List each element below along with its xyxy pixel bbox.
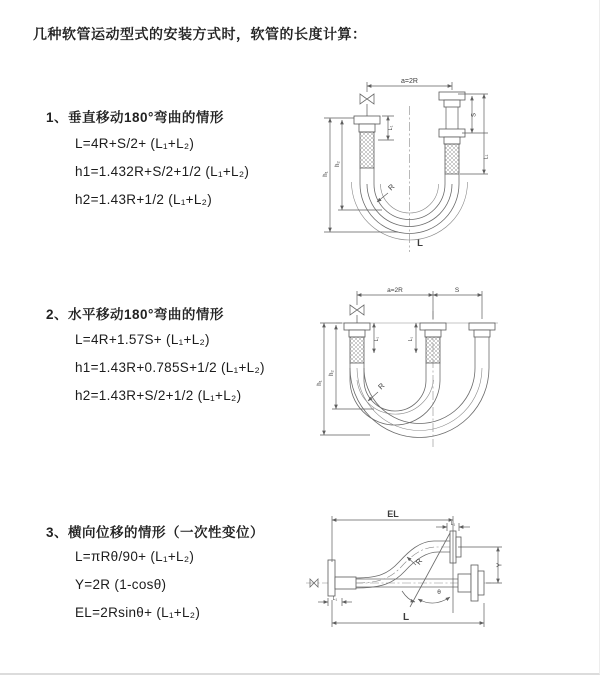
right-flange-neck-top [444, 100, 460, 107]
left-flange-plate [344, 323, 370, 330]
valve-icon [350, 305, 364, 315]
dim-label-l1-left: L₁ [332, 596, 338, 602]
dim-label-l1-a: L₁ [374, 336, 380, 342]
middle-flange-neck [425, 330, 441, 337]
middle-braided-section [426, 337, 440, 363]
radius-label: R [413, 556, 425, 567]
valve-icon [360, 94, 374, 104]
radius-label: R [376, 381, 387, 392]
hose2-arc-inner [364, 368, 475, 424]
diagram-vertical-180-bend [310, 72, 566, 258]
dim-label-h2: h₂ [329, 370, 335, 376]
section-2-formula-L: L=4R+1.57S+ (L₁+L₂) [75, 332, 210, 347]
dim-label-s: S [454, 287, 460, 294]
angle-arc [418, 597, 450, 603]
dim-label-l1-right: L₁ [483, 154, 490, 160]
right-flange-plate [471, 565, 478, 601]
section-1-formula-L: L=4R+S/2+ (L₁+L₂) [75, 136, 195, 151]
right-flange-outer [478, 571, 484, 595]
dim-ext-left [320, 323, 374, 435]
right-flange-neck-low [444, 137, 460, 144]
section-3-formula-L: L=πRθ/90+ (L₁+L₂) [75, 549, 195, 564]
diagram-lateral-displacement [298, 505, 598, 650]
dim-label-span: a=2R [401, 78, 418, 85]
radius-label: R [386, 182, 397, 193]
dim-label-h1: h₁ [317, 380, 323, 386]
left-flange-plate [328, 560, 335, 596]
page-title: 几种软管运动型式的安装方式时，软管的长度计算： [33, 26, 367, 42]
left-hose-walls [360, 168, 374, 184]
dim-label-h1: h₁ [323, 171, 329, 177]
left-pipe-stub [335, 577, 356, 589]
section-2-formula-h2: h2=1.43R+S/2+1/2 (L₁+L₂) [75, 388, 242, 403]
dim-label-l1-b: L₁ [408, 336, 414, 342]
section-1-formula-h2: h2=1.43R+1/2 (L₁+L₂) [75, 192, 213, 207]
dim-label-l1-top: L₁ [450, 521, 456, 527]
right-braided-section [445, 144, 459, 174]
section-1-formula-h1: h1=1.432R+S/2+1/2 (L₁+L₂) [75, 164, 250, 179]
angle-arc-small [402, 591, 415, 602]
dim-label-h2: h₂ [335, 161, 341, 167]
hose2-arc-outer [350, 368, 489, 438]
dim-label-el: EL [387, 509, 399, 519]
angle-label: θ [437, 589, 441, 596]
dim-ext-el [332, 516, 453, 613]
dim-label-l1-left: L₁ [388, 125, 394, 131]
diagram-horizontal-180-bend [312, 283, 568, 455]
dim-label-s: S [471, 112, 478, 118]
length-label: L [417, 238, 423, 249]
right-flange-plate-top [439, 92, 465, 100]
section-2-heading: 2、水平移动180°弯曲的情形 [46, 307, 224, 322]
section-3-heading: 3、横向位移的情形（一次性变位） [46, 525, 265, 540]
right-flange-plate-low [439, 129, 465, 137]
right-hose-walls [475, 337, 489, 368]
section-2-formula-h1: h1=1.43R+0.785S+1/2 (L₁+L₂) [75, 360, 265, 375]
left-flange-neck [359, 124, 375, 132]
dim-label-y: Y [496, 562, 504, 568]
right-coupling [458, 574, 471, 592]
left-braided-section [350, 337, 364, 363]
left-flange-neck [349, 330, 365, 337]
angle-slant-line [410, 533, 450, 607]
section-3-formula-Y: Y=2R (1-cosθ) [75, 577, 167, 592]
right-hose-walls [445, 174, 459, 184]
dim-label-span: a=2R [387, 287, 403, 294]
section-3-formula-EL: EL=2Rsinθ+ (L₁+L₂) [75, 605, 201, 620]
section-1-heading: 1、垂直移动180°弯曲的情形 [46, 110, 224, 125]
middle-flange-plate [420, 323, 446, 330]
right-flange-plate [469, 323, 495, 330]
dim-label-l: L [402, 612, 410, 623]
right-pipe-walls [446, 107, 458, 129]
right-flange-neck [474, 330, 490, 337]
left-flange-plate [354, 116, 380, 124]
left-braided-section [360, 132, 374, 168]
hose1-arc-inner [364, 380, 426, 411]
